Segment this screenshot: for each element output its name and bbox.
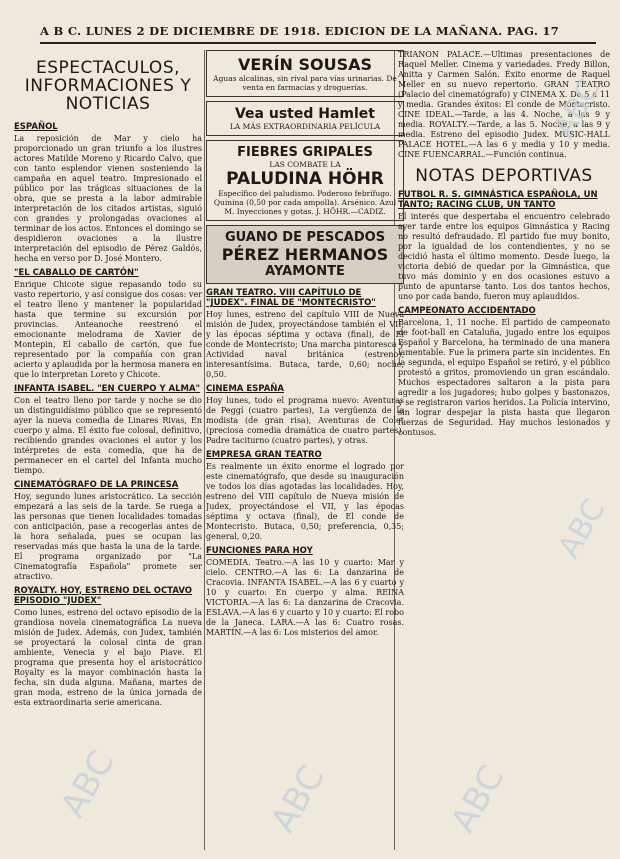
article-gran-teatro xyxy=(206,288,404,380)
column-middle xyxy=(206,50,404,850)
ad-title: PÉREZ HERMANOS xyxy=(221,245,389,264)
article-title: EMPRESA GRAN TEATRO xyxy=(206,450,322,460)
ad-paludina xyxy=(206,140,404,221)
article-body: Enrique Chicote sigue repasando todo su vasto repertorio, y así consigue dos cosas: ver el teatro lleno y mantener la popularidad hasta que termine su excursión por provincias. Anteanoche reestrenó el emocionante melodrama de Xavier de Montepin, El caballo de cartón, que fue representado por la compañía con gran acierto y aplaudida por la hermosa manera en que lo interpretan Loreto y Chicote. xyxy=(14,279,202,379)
ad-text: Aguas alcalinas, sin rival para vías urinarias. De venta en farmacias y droguerías. xyxy=(213,74,397,92)
article-empresa xyxy=(206,450,404,542)
ad-title: VERÍN SOUSAS xyxy=(237,55,373,74)
ad-title: Vea usted Hamlet xyxy=(234,106,375,122)
article-body: Con el teatro lleno por tarde y noche se dio un distinguidísimo público que se representó ayer la nueva comedia de Linares Rivas, En cuerpo y alma. El éxito fue colosal, definitivo, recibiendo grandes ovaciones el autor y los intérpretes de esta comedia, que ha de permanecer en el cartel del Infanta mucho tiempo. xyxy=(14,395,202,475)
article-body: Hoy, segundo lunes aristocrático. La sección empezará a las seis de la tarde. Se ruega a las personas que tienen localidades tomadas con anticipación, pase a recogerlas antes de la hora señalada, pues se ocupan las reservadas más que hasta la una de la tarde. El programa organizado por "La Cinematografía Española" promete ser atractivo. xyxy=(14,491,202,581)
article-title: CINEMA ESPAÑA xyxy=(206,384,284,394)
article-title: GRAN TEATRO. VIII CAPÍTULO DE "JUDEX". FINAL DE "MONTECRISTO" xyxy=(206,288,376,308)
ad-hamlet xyxy=(206,101,404,136)
ad-text: LA MÁS EXTRAORDINARIA PELÍCULA xyxy=(229,122,381,131)
column-rule xyxy=(204,50,205,850)
article-campeonato xyxy=(398,306,610,438)
article-body: Como lunes, estreno del octavo episodio de la grandiosa novela cinematográfica La nueva misión de Judex. Además, con Judex, también se proyectará la colosal cinta de gran ambiente, Venecia y el bajo Piave. El programa que presenta hoy el aristocrático Royalty es la mayor combinación hasta la fecha, sin duda alguna. Mañana, martes de gran moda, estreno de la única jornada de esta extraordinaria serie americana. xyxy=(14,607,202,707)
ad-guano xyxy=(206,225,404,284)
ad-verin-sousas xyxy=(206,50,404,97)
article-body: COMEDIA. Teatro.—A las 10 y cuarto: Mar y cielo. CENTRO.—A las 6: La danzarina de Cracovia. INFANTA ISABEL.—A las 6 y cuarto y 10 y cuarto: En cuerpo y alma. REINA VICTORIA.—A las 6: La danzarina de Cracovia. ESLAVA.—A las 6 y cuarto y 10 y cuarto: El robo de la Janeca. LARA.—A las 6: Cuatro rosas. MARTÍN.—A las 6: Los misterios del amor. xyxy=(206,558,404,637)
ad-line: LAS COMBATE LA xyxy=(269,160,341,169)
article-title: ROYALTY. HOY, ESTRENO DEL OCTAVO EPISODIO "JUDEX" xyxy=(14,585,192,606)
article-cinema-espana xyxy=(206,384,404,446)
watermark-icon: ABC xyxy=(53,744,123,825)
watermark-icon: ABC xyxy=(443,759,513,840)
article-espanol xyxy=(14,122,202,264)
column-right xyxy=(398,50,610,850)
section-main-title: ESPECTACULOS, INFORMACIONES Y NOTICIAS xyxy=(24,58,192,114)
article-title: FUNCIONES PARA HOY xyxy=(206,546,313,556)
article-infanta xyxy=(14,384,202,476)
column-left xyxy=(14,50,202,850)
article-princesa xyxy=(14,480,202,582)
article-body: Barcelona, 1, 11 noche. El partido de campeonato de foot-ball en Cataluña, jugado entre los equipos Español y Barcelona, ha terminado de una manera lamentable. Fue la primera parte sin incidentes. En la segunda, el equipo Español se retiró, y el público protestó a gritos, promoviendo un gran escándalo. Muchos espectadores saltaron a la pista para agredir a los jugadores; hubo golpes y bastonazos, y se registraron varios heridos. La Policía intervino, sin lograr despejar la pista hasta que llegaron fuerzas de Seguridad. Hay muchos lesionados y contusos. xyxy=(398,317,610,437)
article-title: ESPAÑOL xyxy=(14,121,58,132)
ad-line: AYAMONTE xyxy=(265,264,345,279)
section-sports-title: NOTAS DEPORTIVAS xyxy=(415,166,593,186)
article-funciones xyxy=(206,546,404,638)
article-body: Hoy lunes, estreno del capítulo VIII de Nueva misión de Judex, proyectándose también el VII, y las épocas séptima y octava (final), de El conde de Montecristo; Una marcha pintoresca y Actividad naval británica (estreno), interesantísima. Butaca, tarde, 0,60; noche, 0,50. xyxy=(206,310,404,379)
article-futbol xyxy=(398,190,610,302)
article-title: CAMPEONATO ACCIDENTADO xyxy=(398,305,536,316)
watermark-icon: ABC xyxy=(546,73,608,144)
article-caballo xyxy=(14,268,202,380)
watermark-icon: ABC xyxy=(551,493,613,564)
listings-text: TRIANON PALACE.—Últimas presentaciones de Raquel Meller. Cinema y variedades. Fredy Billon, Anitta y Carmen Salón. Éxito enorme de Raquel Meller en su nuevo repertorio. GRAN TEATRO (Palacio del cinematógrafo) y CINEMA X. De 5 a 11 y media. Grandes éxitos: El conde de Montecristo. CINE IDEAL.—Tarde, a las 4. Noche, a las 9 y media. ROYALTY.—Tarde, a las 5. Noche, a las 9 y media. Estreno del episodio Judex. MUSIC-HALL PALACE HOTEL.—A las 6 y media y 10 y media. CINE FUENCARRAL.—Función continua. xyxy=(398,50,610,159)
page-header: A B C. LUNES 2 DE DICIEMBRE DE 1918. EDICION DE LA MAÑANA. PAG. 17 xyxy=(40,24,596,44)
article-body: La reposición de Mar y cielo ha proporcionado un gran triunfo a los ilustres actores Matilde Moreno y Ricardo Calvo, que con tanto esplendor vienen sosteniendo la campaña en aquel teatro. Impresionado el público por las trágicas situaciones de la obra, que se presta a la labor admirable interpretación de los citados artistas, siguió con grandes y prolongadas ovaciones al terminar de los actos. Entonces el domingo se despidieron ovaciones a la ilustre interpretación del episodio de Pérez Galdós, hecha en verso por D. José Montero. xyxy=(14,133,202,263)
article-title: "EL CABALLO DE CARTÓN" xyxy=(14,267,139,278)
article-body: Hoy lunes, todo el programa nuevo: Aventuras de Peggí (cuatro partes), La vergüenza de la modista (de gran risa), Aventuras de Colet (preciosa comedia dramática de cuatro partes), Padre taciturno (cuatro partes), y otras. xyxy=(206,396,404,445)
ad-line: FIEBRES GRIPALES xyxy=(237,145,373,160)
watermark-icon: ABC xyxy=(263,759,333,840)
ad-text: Específico del paludismo. Poderoso febrífugo. Quinina (0,50 por cada ampolla). Arsénico. Azul M. Inyecciones y gotas. J. HÖHR.—CADIZ. xyxy=(213,189,397,216)
article-title: INFANTA ISABEL. "EN CUERPO Y ALMA" xyxy=(14,383,201,394)
article-body: El interés que despertaba el encuentro celebrado ayer tarde entre los equipos Gimnástica y Racing no resultó defraudado. El partido fue muy bonito, por la igualdad de los contendientes, y no se decidió hasta el último momento. Desde luego, la victoria debió de quedar por la Gimnástica, que tuvo más dominio y en dos ocasiones estuvo a punto de apuntarse tanto. Los dos tantos hechos, uno por cada bando, fueron muy aplaudidos. xyxy=(398,211,610,301)
article-royalty xyxy=(14,586,202,708)
ad-title: PALUDINA HÖHR xyxy=(226,169,384,189)
article-title: FUTBOL R. S. GIMNÁSTICA ESPAÑOLA, UN TANTO; RACING CLUB, UN TANTO xyxy=(398,189,598,210)
ad-line: GUANO DE PESCADOS xyxy=(224,230,386,245)
article-body: Es realmente un éxito enorme el logrado por este cinematógrafo, que desde su inauguración ve todos los días agotadas las localidades. Hoy, estreno del VIII capítulo de Nueva misión de Judex, proyectándose el VII, y las épocas séptima y octava (final), de El conde de Montecristo. Butaca, 0,50; preferencia, 0,35; general, 0,20. xyxy=(206,462,404,541)
article-title: CINEMATÓGRAFO DE LA PRINCESA xyxy=(14,479,179,490)
